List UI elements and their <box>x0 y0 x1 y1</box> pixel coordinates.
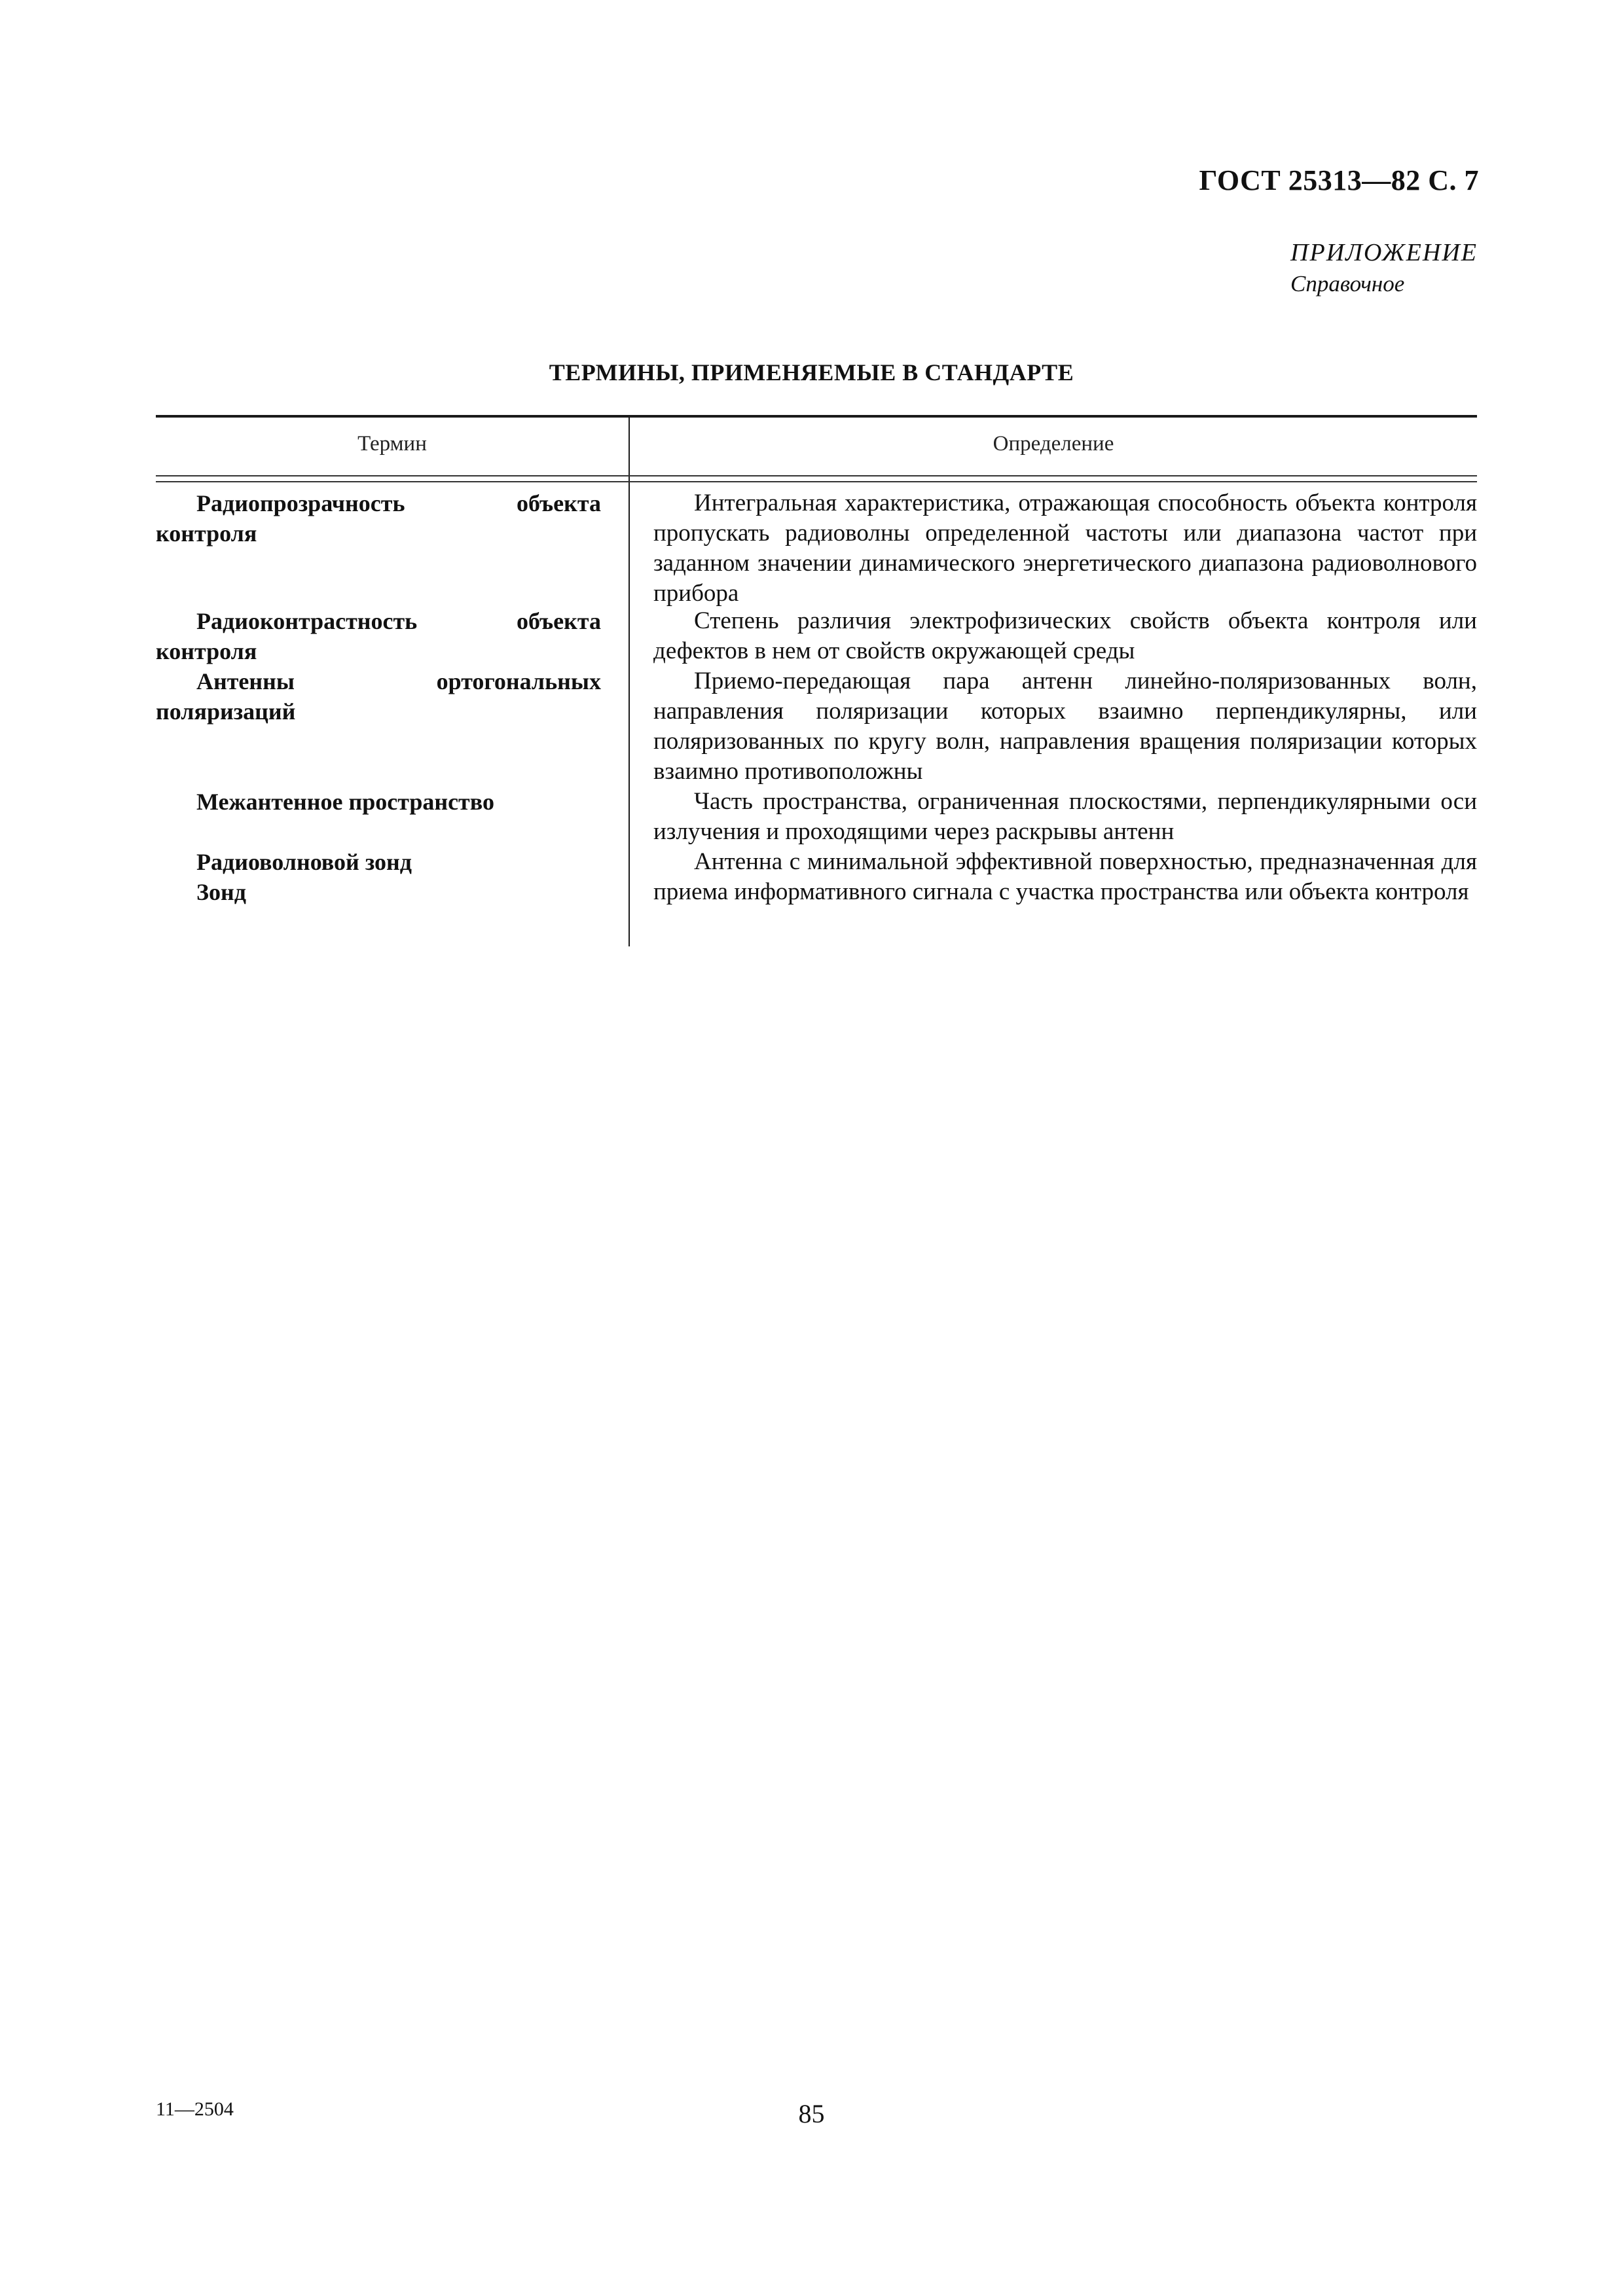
term-cell: Межантенное пространство <box>196 789 494 815</box>
terms-table <box>156 415 1477 946</box>
definition-cell: Антенна с минимальной эффективной поверхностью, предназначенная для приема информативного сигнала с участка пространства или объекта контроля <box>653 848 1477 905</box>
column-header-definition: Определение <box>993 432 1114 456</box>
appendix-label <box>1290 237 1478 300</box>
term-cell: Радиопрозрачность объекта контроля <box>156 490 601 547</box>
footer-print-code: 11—2504 <box>156 2098 234 2120</box>
page-header-standard-ref: ГОСТ 25313—82 С. 7 <box>1199 164 1479 196</box>
table-top-rule <box>156 415 1477 418</box>
term-synonym: Зонд <box>196 879 246 905</box>
table-header-rule <box>156 475 1477 482</box>
term-cell: Антенны ортогональных поляризаций <box>156 668 601 725</box>
appendix-title: ПРИЛОЖЕНИЕ <box>1290 239 1478 266</box>
definition-cell: Степень различия электрофизических свойств объекта контроля или дефектов в нем от свойств окружающей среды <box>653 607 1477 664</box>
page-number: 85 <box>798 2099 825 2128</box>
definition-cell: Часть пространства, ограниченная плоскостями, перпендикулярными оси излучения и проходящими через раскрывы антенн <box>653 788 1477 845</box>
term-cell <box>156 847 601 907</box>
column-header-term: Термин <box>357 432 427 456</box>
term-main: Радиоволновой зонд <box>196 849 412 875</box>
appendix-subtitle: Справочное <box>1290 271 1405 296</box>
table-column-divider <box>629 416 630 946</box>
definition-cell: Приемо-передающая пара антенн линейно-поляризованных волн, направления поляризации которых взаимно перпендикулярны, или поляризованных по кругу волн, направления вращения поляризации которых взаимно противоположны <box>653 668 1477 785</box>
definition-cell: Интегральная характеристика, отражающая способность объекта контроля пропускать радиоволны определенной частоты или диапазона частот при заданном значении динамического энергетического диапазона радиоволнового прибора <box>653 490 1477 607</box>
section-title: ТЕРМИНЫ, ПРИМЕНЯЕМЫЕ В СТАНДАРТЕ <box>549 359 1074 386</box>
term-cell: Радиоконтрастность объекта контроля <box>156 608 601 664</box>
